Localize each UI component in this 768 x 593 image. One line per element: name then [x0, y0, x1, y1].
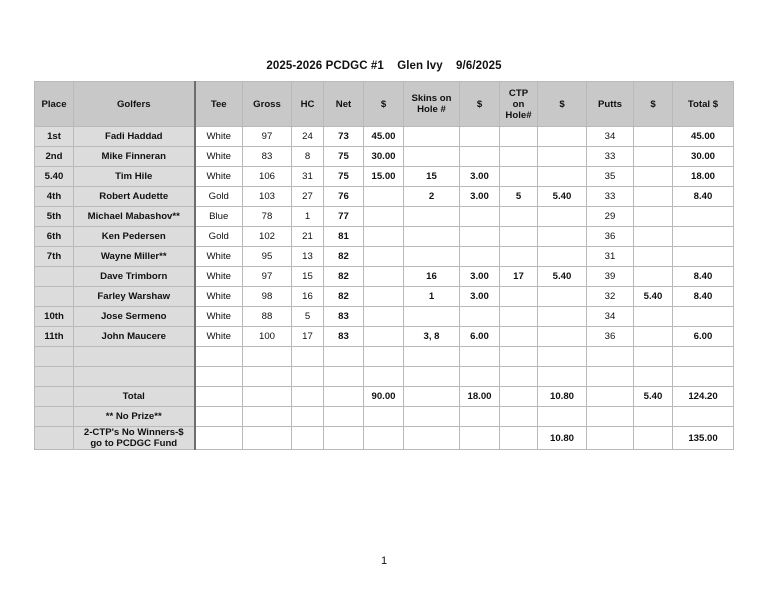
cell-ctp-dollar: [538, 327, 587, 347]
cell-net-dollar: [364, 207, 404, 227]
cell-place: [35, 287, 74, 307]
cell-skins-dollar: [460, 227, 500, 247]
header-tee: Tee: [195, 82, 243, 127]
cell-net: 76: [324, 187, 364, 207]
cell-gross: 95: [243, 247, 292, 267]
cell-total: 8.40: [673, 187, 734, 207]
cell-golfer: Wayne Miller**: [74, 247, 195, 267]
course-name: Glen Ivy: [397, 60, 443, 72]
cell-golfer: Mike Finneran: [74, 147, 195, 167]
table-row: [35, 327, 734, 347]
cell-golfer: Farley Warshaw: [74, 287, 195, 307]
table-row: [35, 287, 734, 307]
empty-row: [35, 367, 734, 387]
cell-putts: 34: [587, 127, 634, 147]
cell-hc: 5: [292, 307, 324, 327]
table-row: [35, 307, 734, 327]
cell-place: 2nd: [35, 147, 74, 167]
cell-putts-dollar: [634, 167, 673, 187]
cell-gross: 106: [243, 167, 292, 187]
cell-skins-hole: 15: [404, 167, 460, 187]
cell-gross: 97: [243, 267, 292, 287]
cell-tee: White: [195, 247, 243, 267]
table-row: [35, 127, 734, 147]
cell-gross: 102: [243, 227, 292, 247]
cell-golfer: Dave Trimborn: [74, 267, 195, 287]
cell-tee: White: [195, 287, 243, 307]
total-label: Total: [74, 387, 195, 407]
cell-hc: 24: [292, 127, 324, 147]
cell-skins-hole: [404, 127, 460, 147]
cell-tee: Gold: [195, 187, 243, 207]
results-table: [34, 81, 734, 450]
cell-gross: 97: [243, 127, 292, 147]
header-hc: HC: [292, 82, 324, 127]
fund-total: 135.00: [673, 427, 734, 450]
cell-skins-dollar: 3.00: [460, 267, 500, 287]
cell-skins-dollar: [460, 147, 500, 167]
cell-hc: 16: [292, 287, 324, 307]
cell-skins-dollar: 3.00: [460, 167, 500, 187]
table-row: [35, 187, 734, 207]
cell-net: 82: [324, 267, 364, 287]
cell-total: 30.00: [673, 147, 734, 167]
event-date: 9/6/2025: [456, 60, 502, 72]
cell-skins-dollar: 3.00: [460, 187, 500, 207]
no-prize-note: ** No Prize**: [74, 407, 195, 427]
cell-gross: 103: [243, 187, 292, 207]
header-place: Place: [35, 82, 74, 127]
cell-golfer: Tim Hile: [74, 167, 195, 187]
cell-putts-dollar: [634, 187, 673, 207]
table-row: [35, 207, 734, 227]
cell-net-dollar: [364, 307, 404, 327]
cell-ctp-hole: [500, 227, 538, 247]
cell-ctp-hole: [500, 147, 538, 167]
cell-putts: 33: [587, 147, 634, 167]
cell-hc: 27: [292, 187, 324, 207]
table-row: [35, 227, 734, 247]
cell-net-dollar: [364, 187, 404, 207]
cell-golfer: Fadi Haddad: [74, 127, 195, 147]
cell-place: 4th: [35, 187, 74, 207]
cell-golfer: John Maucere: [74, 327, 195, 347]
cell-net: 83: [324, 327, 364, 347]
page-title: [0, 60, 768, 72]
cell-ctp-dollar: [538, 247, 587, 267]
cell-putts-dollar: [634, 307, 673, 327]
cell-golfer: Ken Pedersen: [74, 227, 195, 247]
cell-tee: White: [195, 147, 243, 167]
cell-skins-dollar: [460, 207, 500, 227]
cell-gross: 98: [243, 287, 292, 307]
cell-total: [673, 207, 734, 227]
cell-ctp-dollar: [538, 207, 587, 227]
cell-ctp-dollar: [538, 147, 587, 167]
cell-total: [673, 247, 734, 267]
cell-putts: 35: [587, 167, 634, 187]
cell-hc: 21: [292, 227, 324, 247]
cell-total: 6.00: [673, 327, 734, 347]
cell-putts: 33: [587, 187, 634, 207]
cell-place: [35, 267, 74, 287]
cell-total: [673, 307, 734, 327]
header-skins: Skins on Hole #: [404, 82, 460, 127]
table-row: [35, 267, 734, 287]
cell-net-dollar: 45.00: [364, 127, 404, 147]
cell-total: 18.00: [673, 167, 734, 187]
cell-putts-dollar: [634, 327, 673, 347]
cell-skins-hole: 2: [404, 187, 460, 207]
cell-ctp-dollar: [538, 227, 587, 247]
cell-hc: 15: [292, 267, 324, 287]
cell-place: 7th: [35, 247, 74, 267]
cell-ctp-dollar: [538, 127, 587, 147]
cell-putts-dollar: [634, 247, 673, 267]
cell-tee: White: [195, 267, 243, 287]
header-golfers: Golfers: [74, 82, 195, 127]
cell-ctp-dollar: 5.40: [538, 187, 587, 207]
cell-net-dollar: 30.00: [364, 147, 404, 167]
cell-ctp-dollar: [538, 307, 587, 327]
cell-place: 6th: [35, 227, 74, 247]
cell-net-dollar: [364, 287, 404, 307]
header-ctp-dollar: $: [538, 82, 587, 127]
cell-hc: 1: [292, 207, 324, 227]
header-net: Net: [324, 82, 364, 127]
cell-tee: Gold: [195, 227, 243, 247]
cell-place: 5th: [35, 207, 74, 227]
fund-note: 2-CTP's No Winners-$ go to PCDGC Fund: [74, 427, 195, 450]
cell-net: 77: [324, 207, 364, 227]
header-total: Total $: [673, 82, 734, 127]
header-putts-dollar: $: [634, 82, 673, 127]
cell-net: 81: [324, 227, 364, 247]
cell-place: 1st: [35, 127, 74, 147]
cell-total: 8.40: [673, 287, 734, 307]
cell-gross: 83: [243, 147, 292, 167]
cell-tee: White: [195, 167, 243, 187]
cell-hc: 13: [292, 247, 324, 267]
cell-ctp-hole: [500, 287, 538, 307]
cell-skins-hole: 1: [404, 287, 460, 307]
table-row: [35, 147, 734, 167]
cell-ctp-hole: [500, 207, 538, 227]
cell-net: 73: [324, 127, 364, 147]
cell-putts: 36: [587, 227, 634, 247]
no-prize-row: [35, 407, 734, 427]
cell-putts: 29: [587, 207, 634, 227]
empty-row: [35, 347, 734, 367]
cell-skins-dollar: 3.00: [460, 287, 500, 307]
cell-ctp-hole: 5: [500, 187, 538, 207]
total-skins-dollar: 18.00: [460, 387, 500, 407]
cell-ctp-hole: 17: [500, 267, 538, 287]
cell-net-dollar: [364, 267, 404, 287]
cell-golfer: Robert Audette: [74, 187, 195, 207]
cell-putts-dollar: [634, 147, 673, 167]
cell-place: 11th: [35, 327, 74, 347]
cell-tee: White: [195, 127, 243, 147]
cell-tee: Blue: [195, 207, 243, 227]
total-grand: 124.20: [673, 387, 734, 407]
header-row: [35, 82, 734, 127]
cell-ctp-dollar: [538, 287, 587, 307]
header-skins-dollar: $: [460, 82, 500, 127]
cell-skins-dollar: [460, 307, 500, 327]
total-net-dollar: 90.00: [364, 387, 404, 407]
cell-net: 82: [324, 287, 364, 307]
cell-skins-hole: [404, 207, 460, 227]
header-net-dollar: $: [364, 82, 404, 127]
cell-putts-dollar: 5.40: [634, 287, 673, 307]
cell-place: 10th: [35, 307, 74, 327]
cell-putts-dollar: [634, 207, 673, 227]
header-gross: Gross: [243, 82, 292, 127]
total-ctp-dollar: 10.80: [538, 387, 587, 407]
cell-ctp-hole: [500, 127, 538, 147]
cell-net-dollar: 15.00: [364, 167, 404, 187]
cell-skins-hole: [404, 227, 460, 247]
cell-net-dollar: [364, 227, 404, 247]
cell-skins-hole: 3, 8: [404, 327, 460, 347]
cell-total: [673, 227, 734, 247]
cell-total: 45.00: [673, 127, 734, 147]
cell-gross: 88: [243, 307, 292, 327]
cell-putts: 39: [587, 267, 634, 287]
cell-ctp-hole: [500, 307, 538, 327]
cell-skins-dollar: [460, 127, 500, 147]
cell-skins-dollar: 6.00: [460, 327, 500, 347]
cell-golfer: Michael Mabashov**: [74, 207, 195, 227]
cell-place: 5.40: [35, 167, 74, 187]
cell-net-dollar: [364, 327, 404, 347]
table-row: [35, 167, 734, 187]
cell-ctp-hole: [500, 167, 538, 187]
cell-gross: 78: [243, 207, 292, 227]
cell-ctp-dollar: 5.40: [538, 267, 587, 287]
event-name: 2025-2026 PCDGC #1: [266, 60, 384, 72]
page-number: 1: [380, 555, 388, 567]
cell-skins-hole: [404, 307, 460, 327]
cell-ctp-hole: [500, 327, 538, 347]
total-putts-dollar: 5.40: [634, 387, 673, 407]
cell-total: 8.40: [673, 267, 734, 287]
fund-row: [35, 427, 734, 450]
cell-tee: White: [195, 327, 243, 347]
cell-putts: 34: [587, 307, 634, 327]
cell-gross: 100: [243, 327, 292, 347]
cell-putts: 31: [587, 247, 634, 267]
cell-skins-hole: [404, 247, 460, 267]
cell-skins-dollar: [460, 247, 500, 267]
cell-putts-dollar: [634, 127, 673, 147]
cell-hc: 31: [292, 167, 324, 187]
cell-hc: 17: [292, 327, 324, 347]
cell-skins-hole: [404, 147, 460, 167]
cell-net: 75: [324, 147, 364, 167]
cell-net: 83: [324, 307, 364, 327]
cell-skins-hole: 16: [404, 267, 460, 287]
header-putts: Putts: [587, 82, 634, 127]
cell-putts: 32: [587, 287, 634, 307]
cell-golfer: Jose Sermeno: [74, 307, 195, 327]
cell-putts-dollar: [634, 227, 673, 247]
fund-ctp-dollar: 10.80: [538, 427, 587, 450]
cell-net: 82: [324, 247, 364, 267]
table-row: [35, 247, 734, 267]
cell-hc: 8: [292, 147, 324, 167]
cell-putts-dollar: [634, 267, 673, 287]
cell-ctp-dollar: [538, 167, 587, 187]
cell-putts: 36: [587, 327, 634, 347]
cell-ctp-hole: [500, 247, 538, 267]
cell-net: 75: [324, 167, 364, 187]
cell-tee: White: [195, 307, 243, 327]
cell-net-dollar: [364, 247, 404, 267]
total-row: [35, 387, 734, 407]
header-ctp: CTP on Hole#: [500, 82, 538, 127]
